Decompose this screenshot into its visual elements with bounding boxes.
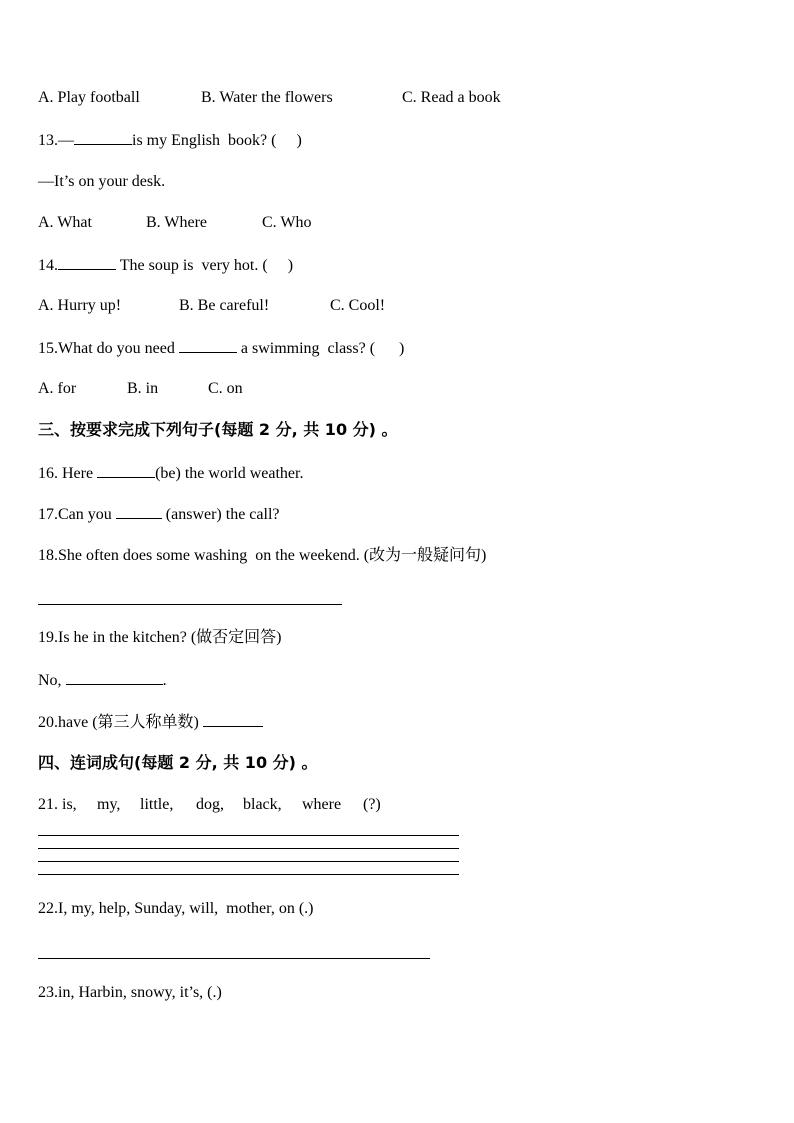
q12-option-b: B. Water the flowers xyxy=(201,89,333,106)
q21-word: dog, xyxy=(196,796,224,813)
q21-word: (?) xyxy=(363,796,381,813)
q13-question xyxy=(38,130,302,151)
q21-word: where xyxy=(302,796,342,813)
section-4-heading: 四、连词成句(每题 2 分, 共 10 分) 。 xyxy=(38,753,318,772)
q13-option-c: C. Who xyxy=(262,214,312,231)
q17-blank[interactable] xyxy=(116,504,162,519)
q17-suffix: (answer) the call? xyxy=(161,506,280,523)
q22-answer-line[interactable] xyxy=(38,958,430,959)
q15-option-c: C. on xyxy=(208,380,243,397)
q13-answer-line: —It’s on your desk. xyxy=(38,173,166,190)
q13-prefix: 13.— xyxy=(38,132,74,149)
q14-prefix: 14. xyxy=(38,257,58,274)
q13-option-a: A. What xyxy=(38,214,92,231)
q17-prefix: 17.Can you xyxy=(38,506,116,523)
q17-question xyxy=(38,504,280,525)
q14-options xyxy=(38,296,738,316)
q20-blank[interactable] xyxy=(203,712,263,727)
q21-question xyxy=(38,795,738,815)
q21-answer-line-4[interactable] xyxy=(38,874,459,875)
q21-word: little, xyxy=(140,796,174,813)
q21-answer-line-1[interactable] xyxy=(38,835,459,836)
q21-word: my, xyxy=(97,796,121,813)
q21-word: 21. is, xyxy=(38,796,77,813)
q15-question xyxy=(38,338,404,359)
q15-prefix: 15.What do you need xyxy=(38,340,179,357)
q18-answer-line[interactable] xyxy=(38,604,342,605)
section-3-heading: 三、按要求完成下列句子(每题 2 分, 共 10 分) 。 xyxy=(38,420,398,439)
q19-question: 19.Is he in the kitchen? (做否定回答) xyxy=(38,629,282,646)
q19-answer-prefix: No, xyxy=(38,672,66,689)
q13-option-b: B. Where xyxy=(146,214,208,231)
q21-answer-line-2[interactable] xyxy=(38,848,459,849)
q16-prefix: 16. Here xyxy=(38,465,98,482)
q19-answer-suffix: . xyxy=(162,672,167,689)
q19-answer xyxy=(38,670,167,691)
q12-option-a: A. Play football xyxy=(38,89,140,106)
q12-option-c: C. Read a book xyxy=(402,89,501,106)
q16-question xyxy=(38,463,303,484)
q20-text: 20.have (第三人称单数) xyxy=(38,714,203,731)
q20-question xyxy=(38,712,263,733)
q12-options xyxy=(38,88,738,108)
q15-option-a: A. for xyxy=(38,380,77,397)
q14-blank[interactable] xyxy=(58,255,116,270)
q19-blank[interactable] xyxy=(66,670,163,685)
q23-question: 23.in, Harbin, snowy, it’s, (.) xyxy=(38,984,222,1001)
q18-question: 18.She often does some washing on the weekend. (改为一般疑问句) xyxy=(38,547,487,564)
q21-answer-line-3[interactable] xyxy=(38,861,459,862)
q14-suffix: The soup is very hot. ( ) xyxy=(116,257,294,274)
q14-option-a: A. Hurry up! xyxy=(38,297,122,314)
q14-option-c: C. Cool! xyxy=(330,297,386,314)
q14-option-b: B. Be careful! xyxy=(179,297,270,314)
q14-question xyxy=(38,255,293,276)
q22-question: 22.I, my, help, Sunday, will, mother, on (.) xyxy=(38,900,314,917)
q15-option-b: B. in xyxy=(127,380,159,397)
q15-suffix: a swimming class? ( ) xyxy=(236,340,405,357)
q21-word: black, xyxy=(243,796,282,813)
q13-suffix: is my English book? ( ) xyxy=(132,132,302,149)
q15-blank[interactable] xyxy=(179,338,237,353)
q16-blank[interactable] xyxy=(97,463,155,478)
q13-blank[interactable] xyxy=(74,130,132,145)
q13-options xyxy=(38,213,738,233)
q16-suffix: (be) the world weather. xyxy=(155,465,304,482)
q15-options xyxy=(38,379,738,399)
